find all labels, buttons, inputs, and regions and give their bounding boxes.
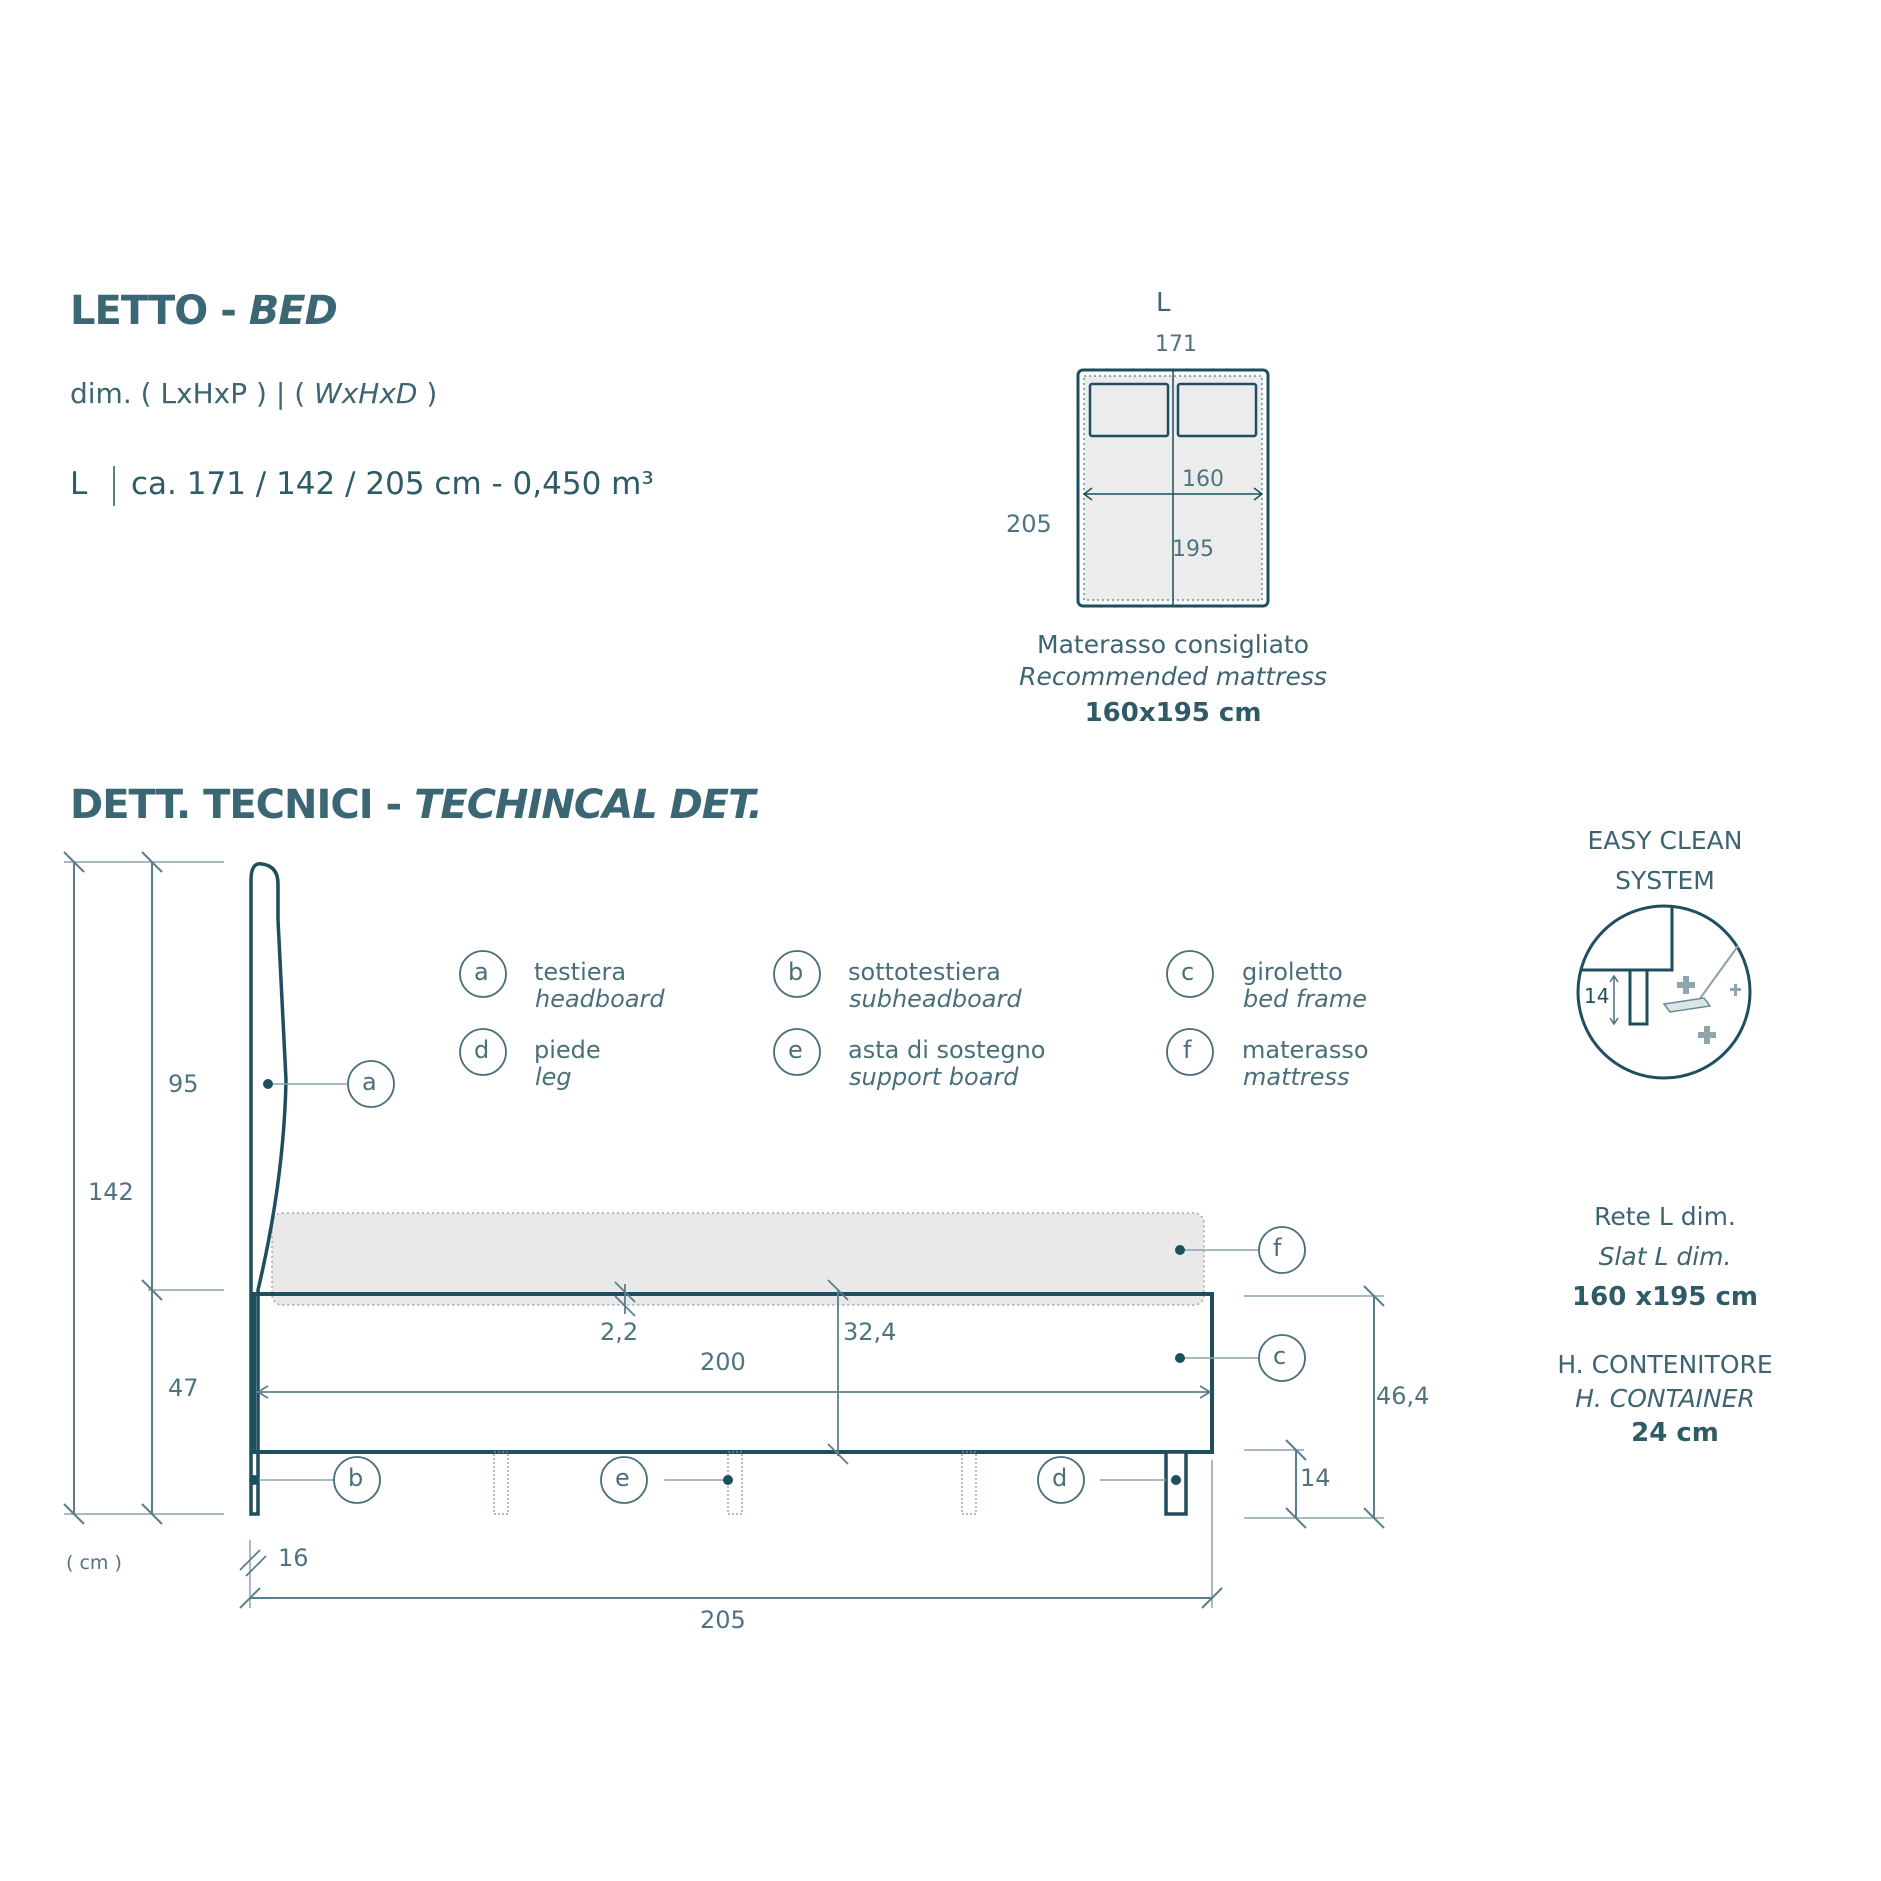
callout-b: b <box>348 1464 364 1492</box>
legend-item-a-it: testiera <box>534 958 627 986</box>
mattress-caption-en: Recommended mattress <box>1019 662 1327 691</box>
units-label: ( cm ) <box>66 1552 122 1574</box>
easy-clean-height: 14 <box>1584 984 1610 1008</box>
legend-key-d: d <box>474 1036 490 1064</box>
callout-c: c <box>1273 1342 1287 1370</box>
dim-46-4: 46,4 <box>1376 1382 1430 1410</box>
plan-size-label: L <box>1156 288 1171 318</box>
support-board-1 <box>494 1452 508 1514</box>
mattress-caption-size: 160x195 cm <box>1084 698 1262 728</box>
legend-key-b: b <box>788 958 804 986</box>
tech-title-english: TECHINCAL DET. <box>414 782 762 828</box>
side-mattress <box>272 1213 1204 1305</box>
easy-clean-title-2: SYSTEM <box>1615 866 1715 895</box>
legend-item-b-en: subheadboard <box>849 985 1022 1013</box>
easy-clean-title-1: EASY CLEAN <box>1587 826 1743 855</box>
dim-2-2: 2,2 <box>600 1318 639 1346</box>
legend-item-f-it: materasso <box>1242 1036 1369 1064</box>
size-label: L <box>70 466 88 502</box>
plan-mattress-width: 160 <box>1182 467 1224 492</box>
slat-label-en: Slat L dim. <box>1598 1242 1732 1271</box>
size-spec: ca. 171 / 142 / 205 cm - 0,450 m³ <box>131 466 654 502</box>
side-headboard <box>251 864 286 1514</box>
legend-item-c-it: giroletto <box>1242 958 1343 986</box>
dim-95: 95 <box>168 1070 199 1098</box>
legend-item-b-it: sottotestiera <box>848 958 1001 986</box>
legend-item-d-it: piede <box>534 1036 601 1064</box>
bed-title-english: BED <box>248 288 337 334</box>
plan-width-value: 171 <box>1155 332 1197 357</box>
legend-item-d-en: leg <box>535 1063 572 1091</box>
dim-16: 16 <box>278 1544 309 1572</box>
tech-title: DETT. TECNICI - <box>70 782 415 828</box>
dim-14: 14 <box>1300 1464 1331 1492</box>
container-label-it: H. CONTENITORE <box>1557 1350 1773 1379</box>
callout-d: d <box>1052 1464 1068 1492</box>
dim-32-4: 32,4 <box>843 1318 897 1346</box>
legend-item-f-en: mattress <box>1243 1063 1350 1091</box>
legend-item-e-en: support board <box>849 1063 1019 1091</box>
callout-e: e <box>615 1464 630 1492</box>
dimension-format-en: WxHxD <box>314 377 418 410</box>
mattress-caption-it: Materasso consigliato <box>1037 630 1309 659</box>
callout-f: f <box>1273 1234 1282 1262</box>
dimension-format-close: ) <box>417 377 438 410</box>
legend-item-e-it: asta di sostegno <box>848 1036 1046 1064</box>
dim-47: 47 <box>168 1374 199 1402</box>
legend-key-e: e <box>788 1036 803 1064</box>
slat-label-it: Rete L dim. <box>1594 1202 1736 1231</box>
legend-item-a-en: headboard <box>535 985 665 1013</box>
dim-205: 205 <box>700 1606 746 1634</box>
plan-pillow-right <box>1178 384 1256 436</box>
legend-item-c-en: bed frame <box>1243 985 1368 1013</box>
container-label-en: H. CONTAINER <box>1575 1384 1755 1413</box>
callout-a: a <box>362 1068 377 1096</box>
dimension-format-it: dim. ( LxHxP ) | ( <box>70 377 315 410</box>
container-height: 24 cm <box>1631 1418 1719 1448</box>
support-board-3 <box>962 1452 976 1514</box>
bed-title: LETTO - <box>70 288 249 334</box>
plan-length-value: 205 <box>1006 510 1052 538</box>
plan-pillow-left <box>1090 384 1168 436</box>
legend-key-f: f <box>1183 1036 1192 1064</box>
legend-key-a: a <box>474 958 489 986</box>
tech-section-title <box>70 782 762 828</box>
legend-key-c: c <box>1181 958 1195 986</box>
slat-size: 160 x195 cm <box>1572 1282 1758 1312</box>
plan-mattress-length: 195 <box>1172 537 1214 562</box>
dim-142: 142 <box>88 1178 134 1206</box>
plan-view <box>1078 370 1268 606</box>
dim-200: 200 <box>700 1348 746 1376</box>
